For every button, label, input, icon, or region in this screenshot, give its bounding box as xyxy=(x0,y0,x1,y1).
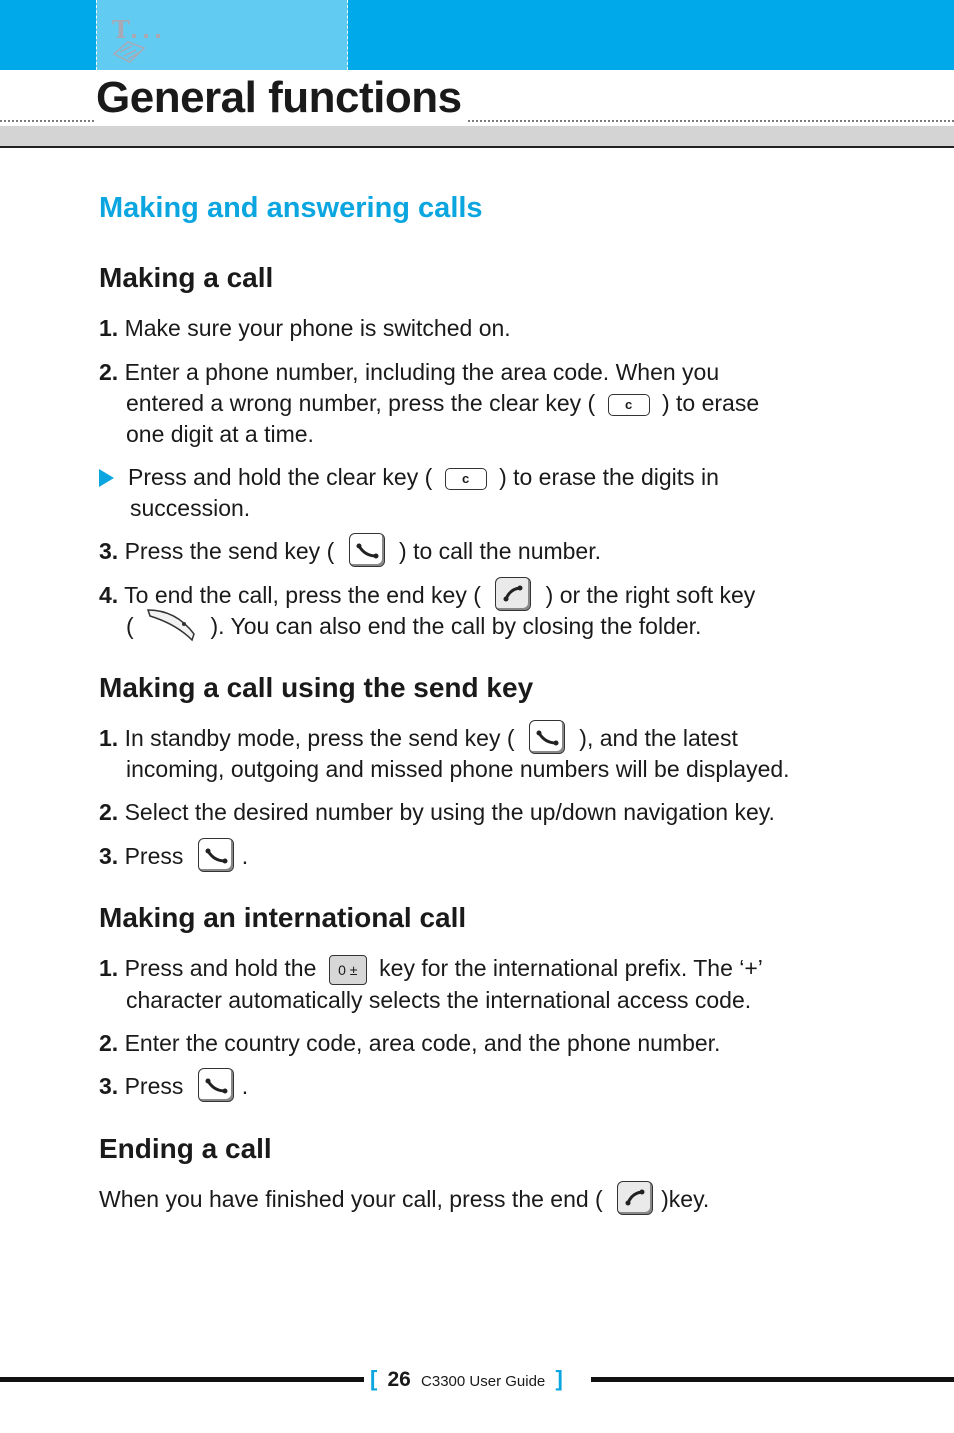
clear-key-icon: c xyxy=(608,394,650,416)
step-text: character automatically selects the international access code. xyxy=(126,986,752,1013)
step-text: Press the send key ( xyxy=(124,538,335,564)
step-number: 3. xyxy=(99,538,119,564)
step-text: Make sure your phone is switched on. xyxy=(124,315,511,341)
tip-text: ) to erase the digits in xyxy=(499,464,719,490)
step-number: 2. xyxy=(99,359,119,385)
phone-logo-icon xyxy=(110,14,170,64)
step-text: incoming, outgoing and missed phone numbers will be displayed. xyxy=(126,756,790,782)
step-text: . xyxy=(241,1073,249,1099)
step-send-2 xyxy=(99,797,899,828)
header-band xyxy=(0,126,954,148)
step-number: 3. xyxy=(99,1073,119,1099)
step-text: Enter a phone number, including the area code. When you xyxy=(124,359,720,385)
step-number: 1. xyxy=(99,315,119,341)
step-text: entered a wrong number, press the clear key ( xyxy=(126,390,596,416)
send-key-icon xyxy=(198,1068,234,1102)
step-text: ) to erase xyxy=(661,390,760,416)
step-text: Press xyxy=(124,1073,184,1099)
step-text: ) to call the number. xyxy=(399,538,602,564)
step-text-cont xyxy=(99,388,859,419)
page-number: 26 xyxy=(387,1368,411,1391)
step-text: ). You can also end the call by closing the folder. xyxy=(210,613,702,639)
send-key-icon xyxy=(198,838,234,872)
guide-name: C3300 User Guide xyxy=(421,1373,546,1390)
step-text: key for the international prefix. The ‘+’ xyxy=(379,955,763,981)
step-number: 4. xyxy=(99,582,119,608)
step-text: In standby mode, press the send key ( xyxy=(124,725,515,751)
step-text: ), and the latest xyxy=(579,725,738,751)
step-text: one digit at a time. xyxy=(126,421,314,447)
step-intl-1 xyxy=(99,953,899,1016)
step-number: 1. xyxy=(99,955,119,981)
send-key-icon xyxy=(349,533,385,567)
footer-rule-left xyxy=(0,1377,364,1382)
step-text-cont xyxy=(99,611,859,642)
tip-text: Press and hold the clear key ( xyxy=(128,464,433,490)
footer-rule-right xyxy=(591,1377,954,1382)
send-key-icon xyxy=(529,720,565,754)
step-text: To end the call, press the end key ( xyxy=(124,582,481,608)
step-intl-2 xyxy=(99,1028,899,1059)
tip-text: succession. xyxy=(130,495,251,521)
step-making-2 xyxy=(99,357,859,450)
step-number: 3. xyxy=(99,843,119,869)
step-text: . xyxy=(241,843,249,869)
step-text: ( xyxy=(126,613,134,639)
footer-bracket: ] xyxy=(555,1366,563,1391)
zero-plus-key-icon: 0 ± xyxy=(329,955,367,985)
footer-bracket: [ xyxy=(370,1366,378,1391)
step-making-3 xyxy=(99,536,859,567)
heading-making-a-call: Making a call xyxy=(99,262,274,293)
heading-international: Making an international call xyxy=(99,902,467,933)
step-making-4 xyxy=(99,580,859,642)
svg-text:T: T xyxy=(112,15,130,44)
section-title: Making and answering calls xyxy=(99,192,483,224)
step-number: 2. xyxy=(99,1030,119,1056)
step-send-1 xyxy=(99,723,899,785)
step-send-3 xyxy=(99,841,859,872)
step-text: ) or the right soft key xyxy=(545,582,756,608)
step-text: Enter the country code, area code, and the phone number. xyxy=(124,1030,721,1056)
step-intl-3 xyxy=(99,1071,859,1102)
heading-send-key: Making a call using the send key xyxy=(99,672,534,703)
step-number: 2. xyxy=(99,799,119,825)
page-title: General functions xyxy=(96,73,466,123)
ending-text xyxy=(99,1184,859,1215)
triangle-bullet-icon xyxy=(99,469,114,487)
right-soft-key-icon xyxy=(146,606,198,642)
step-text: Select the desired number by using the up/down navigation key. xyxy=(124,799,775,825)
end-key-icon xyxy=(495,577,531,611)
tip-clear-key xyxy=(99,462,839,524)
step-text: Press and hold the xyxy=(124,955,317,981)
ending-text-part: When you have finished your call, press the end ( xyxy=(99,1186,603,1212)
page-footer xyxy=(370,1366,584,1396)
step-number: 1. xyxy=(99,725,119,751)
ending-text-part: )key. xyxy=(661,1186,710,1212)
clear-key-icon: c xyxy=(445,468,487,490)
end-key-icon xyxy=(617,1181,653,1215)
step-making-1 xyxy=(99,313,859,344)
heading-ending: Ending a call xyxy=(99,1133,272,1164)
step-text: Press xyxy=(124,843,184,869)
